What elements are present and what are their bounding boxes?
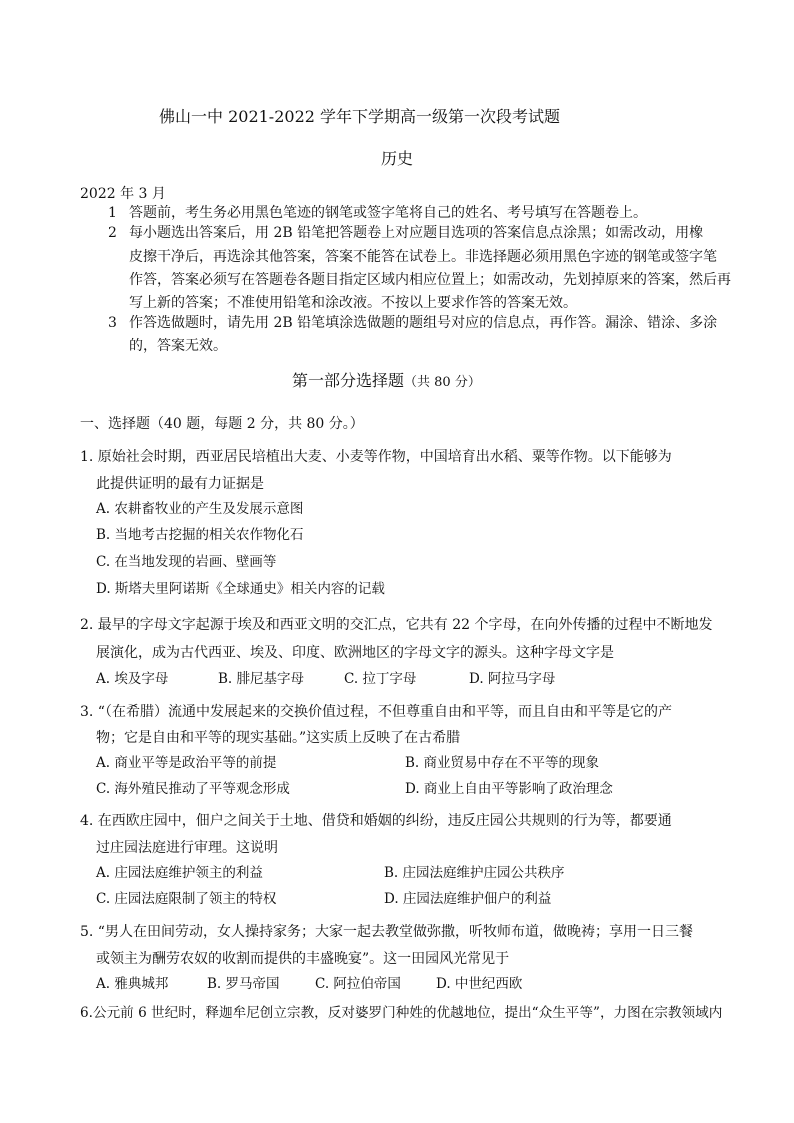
note-line: 皮擦干净后，再选涂其他答案，答案不能答在试卷上。非选择题必须用黑色字迹的钢笔或签字笔 — [129, 249, 717, 265]
question-2-stem: 2. 最早的字母文字起源于埃及和西亚文明的交汇点，它共有 22 个字母，在向外传播的过程中不断地发 — [80, 617, 713, 633]
option: D. 商业上自由平等影响了政治理念 — [405, 781, 613, 797]
exam-date: 2022 年 3 月 — [80, 186, 166, 202]
note-line: 作答，答案必须写在答题卷各题目指定区域内相应位置上；如需改动，先划掉原来的答案，然后再 — [129, 272, 731, 288]
part-score: （共 80 分） — [404, 375, 481, 390]
question-3-stem: 3. “（在希腊）流通中发展起来的交换价值过程，不但尊重自由和平等，而且自由和平等是它的产 — [80, 704, 672, 720]
section-heading: 一、选择题（40 题，每题 2 分，共 80 分。） — [80, 416, 364, 432]
subject-title: 历史 — [381, 149, 414, 168]
option: C. 拉丁字母 — [344, 671, 417, 687]
question-3-stem-cont: 物；它是自由和平等的现实基础。”这实质上反映了在古希腊 — [96, 730, 461, 746]
option: A. 农耕畜牧业的产生及发展示意图 — [96, 501, 304, 517]
option: C. 阿拉伯帝国 — [315, 976, 401, 992]
note-line: 作答选做题时，请先用 2B 铅笔填涂选做题的题组号对应的信息点，再作答。漏涂、错涂、多涂 — [129, 315, 718, 331]
note-line: 的，答案无效。 — [129, 338, 227, 354]
exam-title: 佛山一中 2021-2022 学年下学期高一级第一次段考试题 — [159, 107, 561, 126]
option: C. 在当地发现的岩画、壁画等 — [96, 554, 277, 570]
question-6-stem: 6.公元前 6 世纪时，释迦牟尼创立宗教，反对婆罗门种姓的优越地位，提出“众生平等”，力图在宗教领域内 — [80, 1005, 723, 1021]
note-number: 2 — [108, 225, 117, 241]
note-line: 答题前，考生务必用黑色笔迹的钢笔或签字笔将自己的姓名、考号填写在答题卷上。 — [129, 205, 647, 221]
option: B. 罗马帝国 — [207, 976, 280, 992]
option: B. 商业贸易中存在不平等的现象 — [405, 755, 600, 771]
question-4-stem: 4. 在西欧庄园中，佃户之间关于土地、借贷和婚姻的纠纷，违反庄园公共规则的行为等，都要通 — [80, 813, 672, 829]
question-1-stem: 1. 原始社会时期，西亚居民培植出大麦、小麦等作物，中国培育出水稻、粟等作物。以下能够为 — [80, 449, 672, 465]
question-5-stem: 5. “男人在田间劳动，女人操持家务；大家一起去教堂做弥撒，听牧师布道，做晚祷；享用一日三餐 — [80, 924, 693, 940]
question-2-stem-cont: 展演化，成为古代西亚、埃及、印度、欧洲地区的字母文字的源头。这种字母文字是 — [96, 645, 614, 661]
option: B. 庄园法庭维护庄园公共秩序 — [384, 865, 565, 881]
note-number: 3 — [108, 315, 117, 331]
option: D. 庄园法庭维护佃户的利益 — [384, 891, 552, 907]
option: A. 埃及字母 — [96, 671, 169, 687]
option: C. 庄园法庭限制了领主的特权 — [96, 891, 277, 907]
question-1-stem-cont: 此提供证明的最有力证据是 — [96, 476, 264, 492]
option: A. 庄园法庭维护领主的利益 — [96, 865, 263, 881]
option: A. 雅典城邦 — [96, 976, 169, 992]
note-line: 写上新的答案；不准使用铅笔和涂改液。不按以上要求作答的答案无效。 — [129, 295, 577, 311]
part-heading — [292, 372, 481, 392]
option: D. 中世纪西欧 — [436, 976, 523, 992]
option: A. 商业平等是政治平等的前提 — [96, 755, 277, 771]
note-line: 每小题选出答案后，用 2B 铅笔把答题卷上对应题目选项的答案信息点涂黑；如需改动，用橡 — [129, 225, 704, 241]
option: D. 斯塔夫里阿诺斯《全球通史》相关内容的记载 — [96, 581, 385, 597]
question-4-stem-cont: 过庄园法庭进行审理。这说明 — [96, 840, 278, 856]
question-5-stem-cont: 或领主为酬劳农奴的收割而提供的丰盛晚宴”。这一田园风光常见于 — [96, 951, 510, 967]
part-title: 第一部分选择题 — [292, 371, 405, 390]
option: D. 阿拉马字母 — [469, 671, 556, 687]
option: B. 当地考古挖掘的相关农作物化石 — [96, 527, 304, 543]
option: B. 腓尼基字母 — [218, 671, 305, 687]
note-number: 1 — [108, 205, 117, 221]
option: C. 海外殖民推动了平等观念形成 — [96, 781, 290, 797]
